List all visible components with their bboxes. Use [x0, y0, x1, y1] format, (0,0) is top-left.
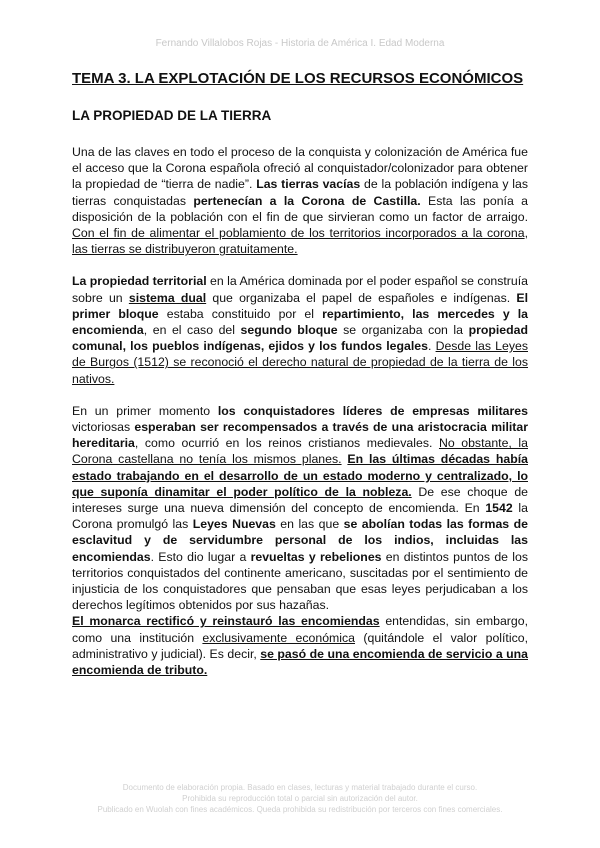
text-run: victoriosas	[72, 420, 135, 435]
text-run: . Esto dio lugar a	[150, 549, 251, 564]
underlined-text: Con el fin de alimentar el poblamiento de los territorios incorporados a la corona	[72, 226, 525, 241]
document-title: TEMA 3. LA EXPLOTACIÓN DE LOS RECURSOS ECONÓMICOS	[72, 70, 524, 87]
text-run: Esta las ponía a disposición de la población con el fin de que sirvieran como un factor de arraigo.	[72, 193, 528, 224]
bold-text: La propiedad territorial	[72, 274, 207, 289]
text-run: en las que	[275, 517, 344, 532]
paragraph-2	[72, 273, 528, 386]
bold-text: segundo bloque	[240, 323, 338, 338]
page-footer	[0, 782, 600, 815]
text-run: De ese choque de intereses surge una nueva dimensión del concepto de encomienda. En	[72, 484, 528, 516]
bold-text: 1542	[485, 501, 513, 516]
bold-text: El primer bloque	[72, 290, 528, 321]
text-run: que organizaba el papel de españoles e indígenas.	[206, 290, 517, 305]
footer-line: Documento de elaboración propia. Basado en clases, lecturas y material trabajado durante el curso.	[122, 783, 478, 792]
text-run: ,	[524, 226, 528, 241]
underlined-text: las tierras se distribuyeron gratuitamente.	[72, 242, 298, 257]
underlined-text: No obstante, la Corona castellana no tenía los mismos planes.	[72, 436, 528, 467]
bold-text: esperaban ser recompensados a través de una aristocracia militar hereditaria	[72, 420, 528, 451]
bold-text: propiedad comunal, los pueblos indígenas, ejidos y los fundos legales	[72, 323, 528, 354]
bold-text: Leyes Nuevas	[192, 517, 276, 532]
bold-text: se abolían todas las formas de esclavitud y de servidumbre personal de los indios, incluidas las encomiendas	[72, 517, 528, 564]
bold-underlined-text: El monarca rectificó y reinstauró las encomiendas	[72, 614, 380, 629]
text-run: (quitándole el valor político, administrativo y judicial). Es decir,	[72, 630, 528, 661]
underlined-text: Desde las Leyes de Burgos (1512) se reconoció el derecho natural de propiedad de la tierra de los nativos.	[72, 339, 528, 386]
text-run: En un primer momento	[72, 403, 218, 418]
bold-text: repartimiento, las mercedes y la encomienda	[72, 306, 529, 338]
section-heading: LA PROPIEDAD DE LA TIERRA	[72, 108, 272, 123]
text-run: Una de las claves en todo el proceso de la conquista y colonización de América fue el acceso que la Corona española ofreció al conquistador/colonizador para obtener la propiedad de “tierra de nadie”.	[72, 145, 528, 192]
bold-text: los conquistadores líderes de empresas militares	[217, 403, 528, 418]
text-run: se organizaba con la	[337, 323, 469, 338]
bold-text: pertenecían a la Corona de Castilla.	[193, 193, 421, 208]
bold-text: Las tierras vacías	[256, 177, 361, 192]
text-run: .	[427, 339, 436, 354]
text-run: entendidas, sin embargo, como una institución	[72, 614, 528, 645]
footer-line: Prohibida su reproducción total o parcial sin autorización del autor.	[182, 794, 418, 803]
bold-underlined-text: En las últimas décadas había estado trabajando en el desarrollo de un estado moderno y centralizado, lo que suponía dinamitar el poder político de la nobleza.	[72, 452, 528, 499]
page-header: Fernando Villalobos Rojas - Historia de América I. Edad Moderna	[155, 38, 445, 49]
text-run: la Corona promulgó las	[72, 501, 528, 532]
paragraph-1	[72, 144, 528, 257]
underlined-text: exclusivamente económica	[202, 630, 356, 645]
text-run: , en el caso del	[143, 323, 241, 338]
bold-text: revueltas y rebeliones	[250, 549, 382, 564]
text-run: , como ocurrió en los reinos cristianos medievales.	[134, 436, 439, 451]
text-run: de la población indígena y las tierras conquistadas	[72, 177, 528, 208]
document-body	[72, 144, 528, 694]
text-run: en distintos puntos de los territorios conquistados del continente americano, suscitadas por el sentimiento de injusticia de los conquistadores que pensaban que esas leyes perjudicaban a los derechos legítimos obtenidos por sus hazañas.	[72, 549, 528, 613]
footer-line: Publicado en Wuolah con fines académicos. Queda prohibida su redistribución por terceros con fines comerciales.	[97, 805, 503, 814]
bold-underlined-text: se pasó de una encomienda de servicio a una encomienda de tributo.	[72, 646, 528, 678]
paragraph-4	[72, 613, 528, 678]
text-run: estaba constituido por el	[158, 306, 323, 321]
bold-underlined-text: sistema dual	[128, 290, 207, 305]
paragraph-3	[72, 403, 528, 614]
text-run: en la América dominada por el poder español se construía sobre un	[72, 274, 528, 305]
